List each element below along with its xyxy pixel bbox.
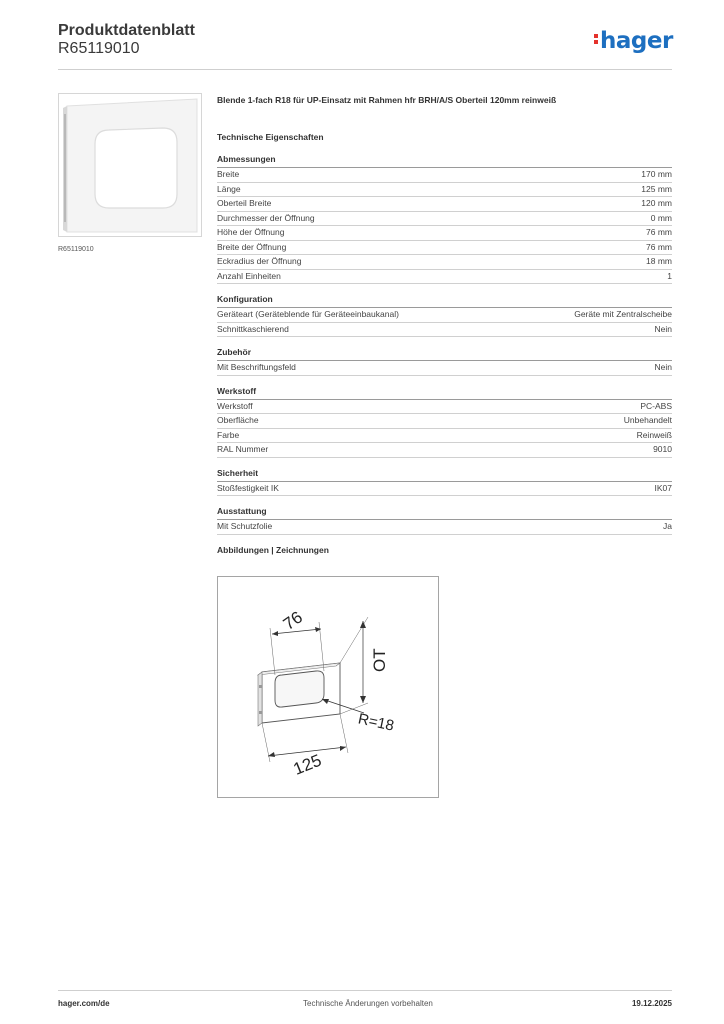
spec-section (217, 386, 672, 458)
footer-note: Technische Änderungen vorbehalten (303, 999, 433, 1008)
dimension-bottom-label: 125 (290, 750, 325, 779)
spec-value: Geräte mit Zentralscheibe (574, 309, 672, 319)
spec-label: Mit Schutzfolie (217, 521, 273, 531)
spec-section (217, 347, 672, 376)
header-divider (58, 69, 672, 70)
dimension-radius-label: R=18 (356, 710, 396, 735)
logo-dots-icon (594, 32, 598, 46)
section-heading: Zubehör (217, 347, 672, 361)
product-title: Blende 1-fach R18 für UP-Einsatz mit Rahmen hfr BRH/A/S Oberteil 120mm reinweiß (217, 95, 557, 105)
section-heading: Konfiguration (217, 294, 672, 308)
spec-label: Oberteil Breite (217, 198, 272, 208)
spec-label: Schnittkaschierend (217, 323, 289, 334)
spec-value: 125 mm (641, 183, 672, 194)
spec-label: Länge (217, 183, 241, 194)
section-heading: Werkstoff (217, 386, 672, 400)
spec-row (217, 443, 672, 458)
spec-row (217, 520, 672, 535)
spec-value: 120 mm (641, 198, 672, 208)
section-heading: Abmessungen (217, 154, 672, 168)
spec-value: PC-ABS (640, 400, 672, 411)
spec-label: Anzahl Einheiten (217, 270, 281, 281)
dimension-drawing (218, 577, 438, 797)
spec-label: Werkstoff (217, 400, 253, 411)
spec-section (217, 154, 672, 284)
spec-value: 76 mm (646, 227, 672, 237)
thumbnail-caption: R65119010 (58, 246, 94, 253)
technical-drawing (217, 576, 439, 798)
spec-value: Nein (654, 362, 672, 372)
document-title: Produktdatenblatt (58, 22, 195, 39)
cover-plate-image (59, 94, 201, 236)
spec-row (217, 429, 672, 444)
spec-sections (217, 154, 672, 535)
product-details (217, 95, 672, 555)
spec-value: 18 mm (646, 256, 672, 266)
spec-row (217, 414, 672, 429)
spec-value: 170 mm (641, 169, 672, 179)
spec-row (217, 183, 672, 198)
spec-row (217, 400, 672, 415)
spec-value: Nein (654, 323, 672, 334)
spec-row (217, 168, 672, 183)
spec-value: Unbehandelt (623, 415, 672, 425)
dimension-side-label: OT (370, 648, 389, 672)
spec-value: 76 mm (646, 241, 672, 252)
spec-label: Oberfläche (217, 415, 259, 425)
article-number: R65119010 (58, 40, 140, 57)
spec-label: Mit Beschriftungsfeld (217, 362, 296, 372)
spec-label: Höhe der Öffnung (217, 227, 285, 237)
spec-section (217, 294, 672, 337)
spec-section (217, 468, 672, 497)
spec-row (217, 212, 672, 227)
logo-text: hager (600, 28, 673, 54)
footer-date: 19.12.2025 (631, 999, 672, 1008)
section-heading: Ausstattung (217, 506, 672, 520)
spec-value: 1 (667, 270, 672, 281)
spec-row (217, 323, 672, 338)
spec-section (217, 506, 672, 535)
spec-row (217, 241, 672, 256)
spec-label: Breite der Öffnung (217, 241, 287, 252)
spec-value: Reinweiß (636, 429, 672, 440)
spec-row (217, 197, 672, 212)
spec-label: RAL Nummer (217, 444, 269, 454)
spec-label: Eckradius der Öffnung (217, 256, 302, 266)
spec-row (217, 308, 672, 323)
spec-row (217, 482, 672, 497)
spec-label: Stoßfestigkeit IK (217, 482, 279, 493)
section-heading: Sicherheit (217, 468, 672, 482)
spec-value: IK07 (654, 482, 672, 493)
spec-label: Breite (217, 169, 240, 179)
technical-heading: Technische Eigenschaften (217, 132, 324, 142)
spec-row (217, 226, 672, 241)
figures-heading: Abbildungen | Zeichnungen (217, 544, 329, 555)
spec-value: 9010 (653, 444, 672, 454)
spec-label: Geräteart (Geräteblende für Geräteeinbaukanal) (217, 309, 399, 319)
spec-value: 0 mm (650, 212, 672, 223)
footer-website-link[interactable]: hager.com/de (58, 999, 110, 1008)
dimension-top-label: 76 (279, 607, 307, 634)
spec-value: Ja (663, 521, 672, 531)
spec-label: Farbe (217, 429, 240, 440)
spec-row (217, 270, 672, 285)
spec-row (217, 255, 672, 270)
footer-divider (58, 990, 672, 991)
hager-logo[interactable] (594, 28, 673, 54)
product-thumbnail (58, 93, 202, 237)
spec-row (217, 361, 672, 376)
spec-label: Durchmesser der Öffnung (217, 212, 315, 223)
